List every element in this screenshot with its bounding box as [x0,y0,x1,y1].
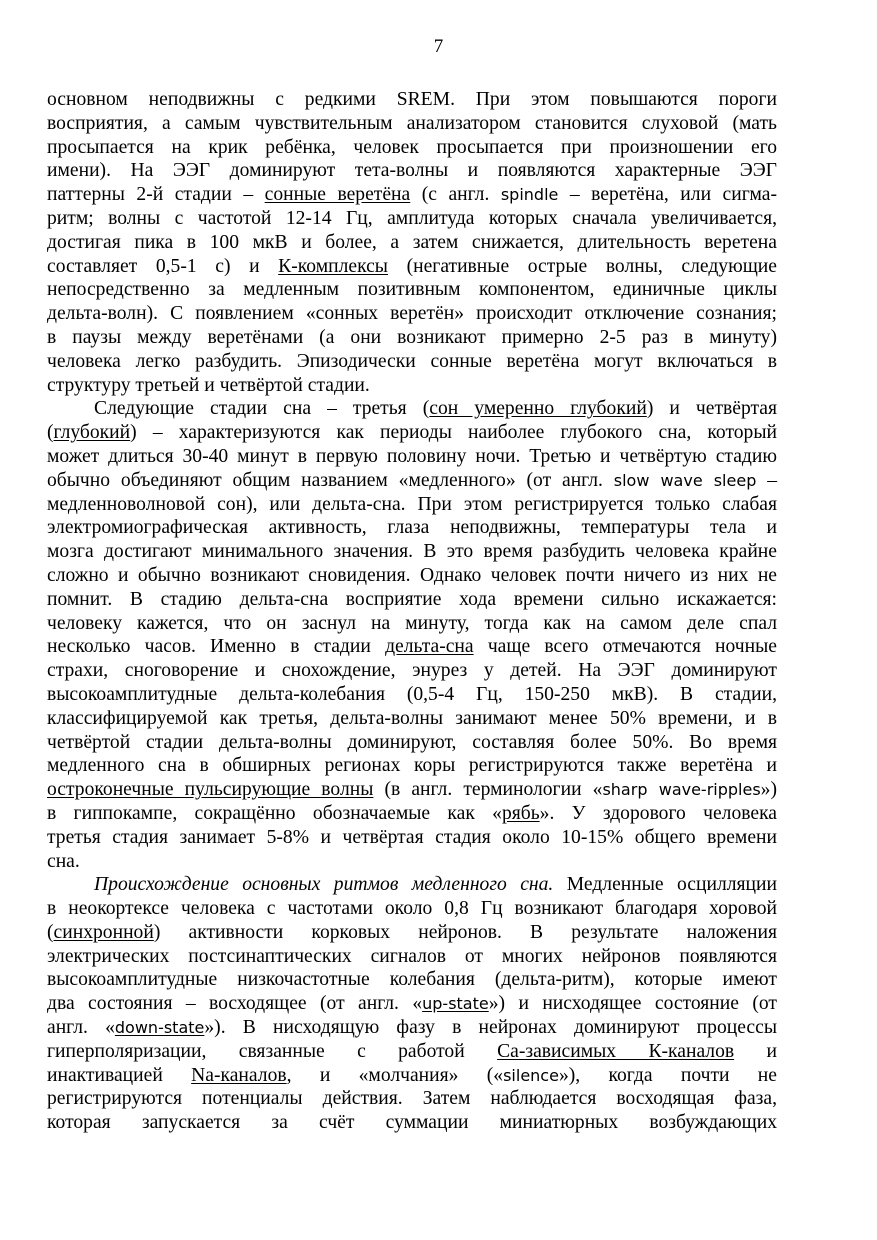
text-segment: человека легко разбудить. Эпизодически сонные веретёна могут включаться в [47,350,777,372]
underlined-term: сонные веретёна [264,184,411,206]
text-segment: ») [760,779,777,801]
text-segment: человеку кажется, что он заснул на минуту, тогда как на самом деле спал [47,612,777,634]
text-line [47,659,777,683]
text-segment: инактивацией [47,1064,192,1086]
text-line [47,1064,777,1088]
text-segment: основном неподвижны с редкими SREM. При этом повышаются пороги [47,89,777,110]
text-line [47,826,777,850]
text-line [47,873,777,897]
text-segment: (в англ. терминологии « [373,779,603,801]
text-line [47,136,777,160]
text-segment: (с англ. [410,184,501,206]
text-segment: обычно объединяют общим названием «медленного» (от англ. [47,469,614,491]
text-segment: silence [503,1065,559,1085]
text-line [47,302,777,326]
page-number: 7 [433,36,444,57]
text-segment: ( [47,422,54,444]
text-segment: (негативные острые волны, следующие [387,255,777,277]
text-segment: четвёртой стадии дельта-волны доминируют, составляя более 50%. Во время [47,731,777,753]
text-segment: просыпается на крик ребёнка, человек просыпается при произношении его [47,136,777,158]
text-segment: может длиться 30-40 минут в первую половину ночи. Третью и четвёртую стадию [47,445,777,467]
text-line [47,1087,777,1111]
text-segment: ») и нисходящее состояние (от [488,993,777,1015]
text-line [47,850,777,874]
text-line [47,945,777,969]
text-line [47,278,777,302]
text-segment: slow wave sleep [613,470,757,490]
text-segment: имени). На ЭЭГ доминируют тета-волны и появляются характерные ЭЭГ [47,160,777,182]
underlined-term: остроконечные пульсирующие волны [47,779,374,801]
text-segment: – [756,469,777,491]
text-line [47,778,777,802]
text-line [47,1111,777,1135]
text-segment: высокоамплитудные низкочастотные колебания (дельта-ритм), которые имеют [47,969,777,991]
underlined-term: сон умеренно глубокий [429,398,647,420]
text-line [47,564,777,588]
text-segment: , и «молчания» (« [286,1064,504,1086]
text-line [47,992,777,1016]
text-segment: в гиппокампе, сокращённо обозначаемые как « [47,802,502,824]
text-segment: медленноволновой сон), или дельта-сна. При этом регистрируется только слабая [47,493,777,515]
text-segment: электрических постсинаптических сигналов от многих нейронов появляются [47,945,777,967]
text-segment: медленного сна в обширных регионах коры регистрируются также веретёна и [47,755,777,777]
text-segment: страхи, сноговорение и снохождение, энурез у детей. На ЭЭГ доминируют [47,660,777,682]
text-segment: восприятия, а самым чувствительным анализатором становится слуховой (мать [47,112,777,134]
text-line [47,112,777,136]
text-line [47,921,777,945]
text-segment: сложно и обычно возникают сновидения. Однако человек почти ничего из них не [47,564,777,586]
text-segment: Медленные осцилляции [553,874,778,896]
text-segment: »), когда почти не [558,1064,777,1086]
text-segment: ) активности корковых нейронов. В результате наложения [153,921,777,943]
italic-heading: Происхождение основных ритмов медленного сна. [94,874,554,896]
text-line [47,88,777,112]
text-segment: непосредственно за медленным позитивным компонентом, единичные циклы [47,279,777,301]
text-line [47,731,777,755]
text-line [47,445,777,469]
text-line [47,588,777,612]
underlined-term: down-state [114,1018,205,1038]
text-line [47,612,777,636]
text-segment: англ. « [47,1017,115,1039]
text-segment: паттерны 2-й стадии – [47,184,265,206]
text-line [47,707,777,731]
text-segment: ». У здорового человека [539,802,777,824]
text-segment: два состояния – восходящее (от англ. « [47,993,423,1015]
text-line [47,754,777,778]
text-line [47,635,777,659]
text-segment: несколько часов. Именно в стадии [47,636,386,658]
text-line [47,1040,777,1064]
text-segment: Следующие стадии сна – третья ( [94,398,430,420]
text-segment: достигая пика в 100 мкВ и более, а затем снижается, длительность веретена [47,231,777,253]
text-segment: третья стадия занимает 5-8% и четвёртая стадия около 10-15% общего времени [47,826,777,848]
text-segment: мозга достигают минимального значения. В это время разбудить человека крайне [47,541,777,563]
text-segment: электромиографическая активность, глаза неподвижны, температуры тела и [47,517,777,539]
text-segment: в неокортексе человека с частотами около 0,8 Гц возникают благодаря хоровой [47,898,777,920]
text-segment: в паузы между веретёнами (а они возникают примерно 2-5 раз в минуту) [47,326,777,348]
text-segment: гиперполяризации, связанные с работой [47,1040,498,1062]
text-line [47,374,777,398]
text-line [47,255,777,279]
text-segment: высокоамплитудные дельта-колебания (0,5-4 Гц, 150-250 мкВ). В стадии, [47,683,777,705]
text-line [47,159,777,183]
text-line [47,968,777,992]
text-segment: помнит. В стадию дельта-сна восприятие хода времени сильно искажается: [47,588,777,610]
text-line [47,326,777,350]
underlined-term: дельта-сна [385,636,474,658]
underlined-term: Са-зависимых К-каналов [497,1040,735,1062]
underlined-term: К-комплексы [278,255,388,277]
text-segment: чаще всего отмечаются ночные [473,636,778,658]
text-segment: дельта-волн). С появлением «сонных веретён» происходит отключение сознания; [47,303,777,325]
text-line [47,516,777,540]
text-segment: регистрируются потенциалы действия. Затем наблюдается восходящая фаза, [47,1088,777,1110]
text-line [47,802,777,826]
text-segment: – веретёна, или сигма- [558,184,777,206]
text-line [47,397,777,421]
text-segment: структуру третьей и четвёртой стадии. [47,374,370,396]
text-segment: ) и четвёртая [646,398,778,420]
text-segment: и [734,1040,777,1062]
body-text [47,88,777,1135]
text-segment: которая запускается за счёт суммации миниатюрных возбуждающих [47,1112,777,1134]
text-segment: »). В нисходящую фазу в нейронах доминируют процессы [204,1017,777,1039]
underlined-term: синхронной [53,921,154,943]
text-segment: spindle [500,185,559,205]
text-line [47,183,777,207]
underlined-term: up-state [422,994,489,1014]
text-segment: ритм; волны с частотой 12-14 Гц, амплитуда которых сначала увеличивается, [47,207,777,229]
underlined-term: Na-каналов [191,1064,287,1086]
text-segment: классифицируемой как третья, дельта-волны занимают менее 50% времени, и в [47,707,777,729]
text-line [47,421,777,445]
text-line [47,1016,777,1040]
underlined-term: глубокий [53,422,131,444]
text-line [47,469,777,493]
text-segment: sharp wave-ripples [602,780,761,800]
text-segment: ) – характеризуются как периоды наиболее глубокого сна, который [130,422,777,444]
text-line [47,493,777,517]
text-segment: ( [47,921,54,943]
text-segment: сна. [47,850,80,872]
text-line [47,683,777,707]
text-line [47,350,777,374]
text-line [47,897,777,921]
text-line [47,540,777,564]
text-segment: составляет 0,5-1 с) и [47,255,279,277]
text-line [47,231,777,255]
text-line [47,207,777,231]
underlined-term: рябь [501,802,540,824]
